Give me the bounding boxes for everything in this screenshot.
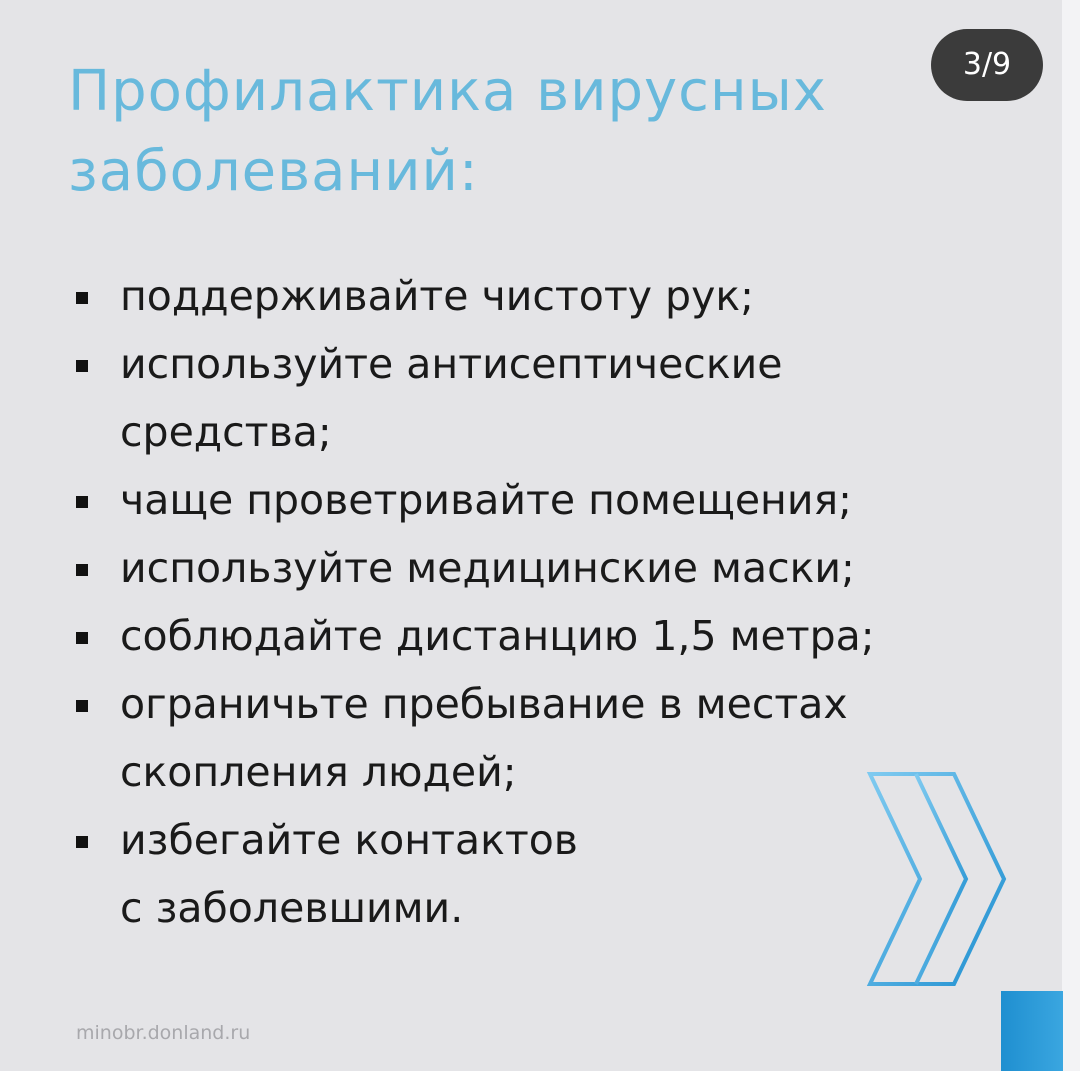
corner-accent bbox=[1001, 991, 1063, 1071]
list-item-text: соблюдайте дистанцию 1,5 метра; bbox=[120, 612, 875, 660]
list-item-text: используйте медицинские маски; bbox=[120, 544, 855, 592]
list-item-text: избегайте контактов с заболевшими. bbox=[120, 816, 578, 932]
square-bullet-icon bbox=[76, 564, 88, 576]
square-bullet-icon bbox=[76, 360, 88, 372]
list-item bbox=[0, 534, 1000, 602]
list-item bbox=[0, 262, 1000, 330]
slide-title-line-2: заболеваний: bbox=[68, 139, 479, 204]
square-bullet-icon bbox=[76, 496, 88, 508]
list-item bbox=[0, 670, 1000, 806]
square-bullet-icon bbox=[76, 700, 88, 712]
list-item bbox=[0, 602, 1000, 670]
prevention-list bbox=[0, 262, 1000, 942]
list-item-text: чаще проветривайте помещения; bbox=[120, 476, 852, 524]
list-item-text: поддерживайте чистоту рук; bbox=[120, 272, 754, 320]
list-item-text: ограничьте пребывание в местах скопления людей; bbox=[120, 680, 848, 796]
screen-edge bbox=[1062, 0, 1080, 1071]
slide-title bbox=[68, 52, 948, 212]
slide-title-line-1: Профилактика вирусных bbox=[68, 59, 827, 124]
page-counter-badge: 3/9 bbox=[931, 29, 1043, 101]
list-item bbox=[0, 330, 1000, 466]
source-url: minobr.donland.ru bbox=[76, 1022, 251, 1044]
double-chevron-right-icon bbox=[858, 770, 1008, 988]
list-item-text: используйте антисептические средства; bbox=[120, 340, 783, 456]
square-bullet-icon bbox=[76, 292, 88, 304]
square-bullet-icon bbox=[76, 836, 88, 848]
square-bullet-icon bbox=[76, 632, 88, 644]
list-item bbox=[0, 806, 1000, 942]
list-item bbox=[0, 466, 1000, 534]
